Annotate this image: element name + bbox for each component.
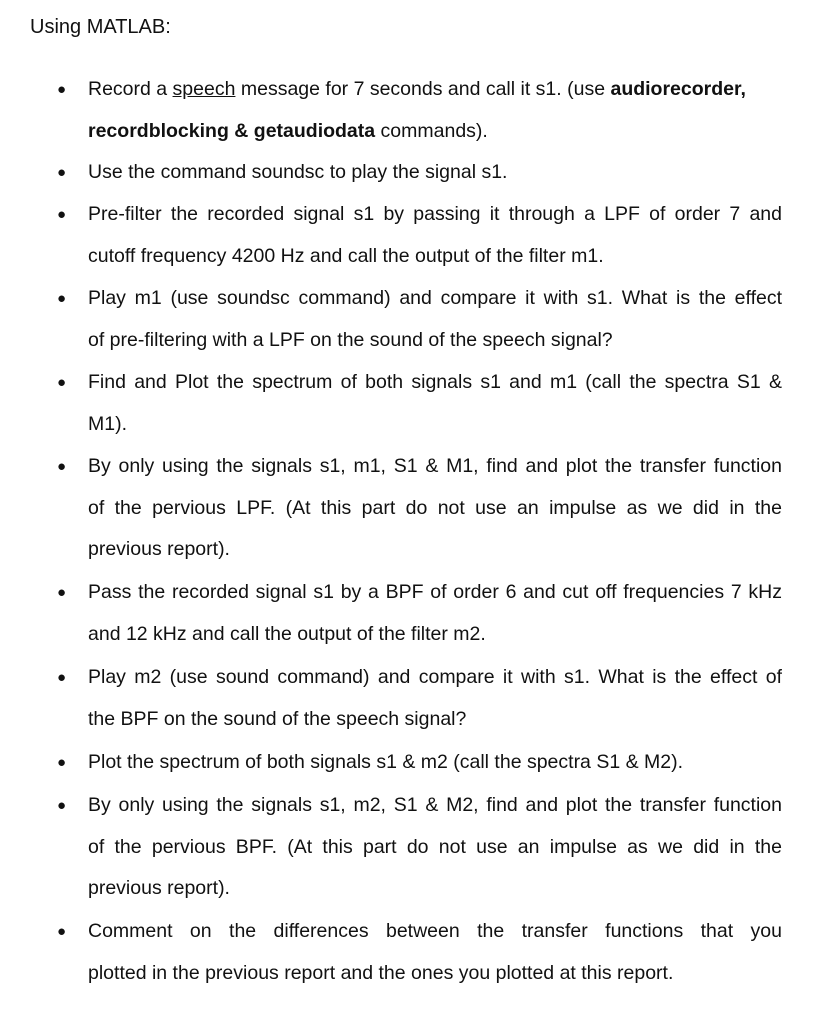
text-segment: message for 7 seconds and call it s1. (use	[235, 78, 611, 100]
list-item	[57, 657, 782, 740]
list-item	[57, 742, 782, 784]
item-line: Find and Plot the spectrum of both signals s1 and m1 (call the spectra S1 &	[88, 371, 782, 393]
bold-command: audiorecorder,	[610, 78, 746, 100]
item-line: Play m1 (use soundsc command) and compare it with s1. What is the effect	[88, 287, 782, 309]
underlined-word: speech	[172, 78, 236, 100]
bullet-icon: ●	[57, 290, 67, 307]
text-segment: commands).	[375, 119, 488, 142]
list-item	[57, 572, 782, 655]
bullet-icon: ●	[57, 797, 67, 814]
list-item	[57, 785, 782, 910]
list-item	[57, 152, 782, 194]
item-line: M1).	[88, 412, 127, 435]
item-line	[88, 111, 782, 153]
item-line: previous report).	[88, 877, 230, 899]
item-line: plotted in the previous report and the ones you plotted at this report.	[88, 961, 674, 984]
item-line: of the pervious BPF. (At this part do not use an impulse as we did in the	[88, 835, 782, 858]
item-line: and 12 kHz and call the output of the filter m2.	[88, 622, 486, 645]
bullet-icon: ●	[57, 206, 67, 223]
text-segment: Record a	[88, 78, 173, 100]
bullet-icon: ●	[57, 669, 67, 686]
item-line: By only using the signals s1, m1, S1 & M1, find and plot the transfer function	[88, 455, 782, 477]
list-item	[57, 194, 782, 277]
heading: Using MATLAB:	[30, 16, 171, 38]
item-line: Use the command soundsc to play the signal s1.	[88, 161, 508, 183]
item-line: of the pervious LPF. (At this part do not use an impulse as we did in the	[88, 496, 782, 519]
item-line: the BPF on the sound of the speech signal?	[88, 707, 467, 730]
bullet-icon: ●	[57, 374, 67, 391]
list-item	[57, 911, 782, 994]
bullet-icon: ●	[57, 458, 67, 475]
item-line: of pre-filtering with a LPF on the sound of the speech signal?	[88, 328, 613, 351]
item-line: By only using the signals s1, m2, S1 & M2, find and plot the transfer function	[88, 794, 782, 816]
bold-command: recordblocking & getaudiodata	[88, 119, 376, 142]
item-line: Pass the recorded signal s1 by a BPF of order 6 and cut off frequencies 7 kHz	[88, 581, 782, 603]
item-line: Plot the spectrum of both signals s1 & m2 (call the spectra S1 & M2).	[88, 751, 684, 773]
item-line: Comment on the differences between the transfer functions that you	[88, 920, 782, 942]
item-line: cutoff frequency 4200 Hz and call the output of the filter m1.	[88, 244, 604, 267]
item-line: Pre-filter the recorded signal s1 by passing it through a LPF of order 7 and	[88, 203, 782, 225]
list-item	[57, 69, 782, 152]
bullet-icon: ●	[57, 164, 67, 181]
item-line: previous report).	[88, 538, 230, 560]
bullet-icon: ●	[57, 923, 67, 940]
item-line: Play m2 (use sound command) and compare it with s1. What is the effect of	[88, 666, 782, 688]
bullet-icon: ●	[57, 584, 67, 601]
list-item	[57, 446, 782, 571]
bullet-icon: ●	[57, 81, 67, 98]
bullet-icon: ●	[57, 754, 67, 771]
list-item	[57, 362, 782, 445]
list-item	[57, 278, 782, 361]
item-line	[88, 69, 782, 111]
